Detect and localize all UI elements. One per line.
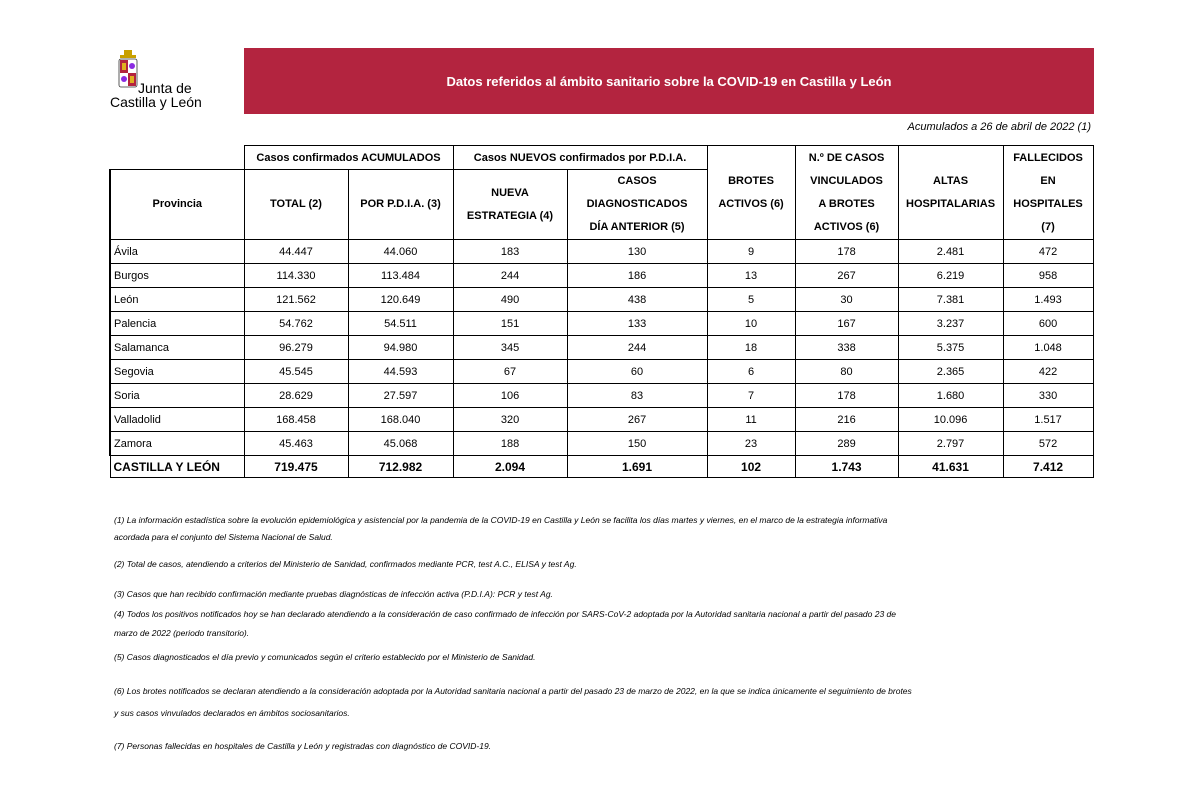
footnote: marzo de 2022 (periodo transitorio). xyxy=(114,628,250,638)
table-cell: 113.484 xyxy=(348,264,453,288)
table-cell: 54.762 xyxy=(244,312,348,336)
table-cell: 178 xyxy=(795,240,898,264)
province-name: Salamanca xyxy=(110,336,244,360)
col-pdia: POR P.D.I.A. (3) xyxy=(348,170,453,240)
total-cell: 102 xyxy=(707,456,795,478)
table-cell: 9 xyxy=(707,240,795,264)
table-cell: 6 xyxy=(707,360,795,384)
table-cell: 1.048 xyxy=(1003,336,1093,360)
footnote: (6) Los brotes notificados se declaran atendiendo a la consideración adoptada por la Autoridad sanitaria nacional a partir del pasado 23 de marzo de 2022, en la que se indica únicamente el seguimiento de brotes xyxy=(114,686,912,696)
total-cell: 2.094 xyxy=(453,456,567,478)
table-cell: 600 xyxy=(1003,312,1093,336)
total-cell: 712.982 xyxy=(348,456,453,478)
covid-data-table xyxy=(109,145,1094,478)
total-cell: 7.412 xyxy=(1003,456,1093,478)
total-label: CASTILLA Y LEÓN xyxy=(110,456,244,478)
table-cell: 45.463 xyxy=(244,432,348,456)
table-cell: 1.680 xyxy=(898,384,1003,408)
table-cell: 244 xyxy=(567,336,707,360)
table-cell: 45.068 xyxy=(348,432,453,456)
table-cell: 5 xyxy=(707,288,795,312)
table-cell: 54.511 xyxy=(348,312,453,336)
table-cell: 338 xyxy=(795,336,898,360)
table-cell: 958 xyxy=(1003,264,1093,288)
table-cell: 1.517 xyxy=(1003,408,1093,432)
junta-logo xyxy=(110,50,235,112)
table-cell: 60 xyxy=(567,360,707,384)
logo-text-line2: Castilla y León xyxy=(110,94,202,110)
table-cell: 18 xyxy=(707,336,795,360)
province-name: Zamora xyxy=(110,432,244,456)
province-name: Burgos xyxy=(110,264,244,288)
table-cell: 186 xyxy=(567,264,707,288)
table-cell: 7.381 xyxy=(898,288,1003,312)
footnote: (3) Casos que han recibido confirmación mediante pruebas diagnósticas de infección activa (P.D.I.A): PCR y test Ag. xyxy=(114,589,553,599)
table-cell: 330 xyxy=(1003,384,1093,408)
table-cell: 94.980 xyxy=(348,336,453,360)
table-cell: 320 xyxy=(453,408,567,432)
table-cell: 130 xyxy=(567,240,707,264)
col-brotes: BROTES ACTIVOS (6) xyxy=(707,146,795,240)
table-cell: 572 xyxy=(1003,432,1093,456)
total-cell: 1.691 xyxy=(567,456,707,478)
table-cell: 120.649 xyxy=(348,288,453,312)
table-row xyxy=(110,240,1093,264)
table-cell: 67 xyxy=(453,360,567,384)
table-cell: 1.493 xyxy=(1003,288,1093,312)
table-cell: 44.060 xyxy=(348,240,453,264)
group-header-nuevos: Casos NUEVOS confirmados por P.D.I.A. xyxy=(453,146,707,170)
table-cell: 7 xyxy=(707,384,795,408)
table-cell: 23 xyxy=(707,432,795,456)
table-cell: 244 xyxy=(453,264,567,288)
table-cell: 2.481 xyxy=(898,240,1003,264)
table-cell: 27.597 xyxy=(348,384,453,408)
table-cell: 2.797 xyxy=(898,432,1003,456)
table-cell: 183 xyxy=(453,240,567,264)
table-cell: 10 xyxy=(707,312,795,336)
footnote: (7) Personas fallecidas en hospitales de Castilla y León y registradas con diagnóstico de COVID-19. xyxy=(114,741,492,751)
col-altas: ALTAS HOSPITALARIAS xyxy=(898,146,1003,240)
table-cell: 96.279 xyxy=(244,336,348,360)
coat-of-arms-icon xyxy=(118,50,138,96)
province-name: Palencia xyxy=(110,312,244,336)
col-fallecidos: FALLECIDOS EN HOSPITALES (7) xyxy=(1003,146,1093,240)
table-cell: 216 xyxy=(795,408,898,432)
table-cell: 30 xyxy=(795,288,898,312)
table-cell: 490 xyxy=(453,288,567,312)
footnote: y sus casos vinvulados declarados en ámbitos sociosanitarios. xyxy=(114,708,350,718)
table-cell: 11 xyxy=(707,408,795,432)
table-row xyxy=(110,336,1093,360)
table-cell: 2.365 xyxy=(898,360,1003,384)
table-cell: 188 xyxy=(453,432,567,456)
table-row xyxy=(110,264,1093,288)
table-cell: 6.219 xyxy=(898,264,1003,288)
table-cell: 121.562 xyxy=(244,288,348,312)
table-cell: 28.629 xyxy=(244,384,348,408)
table-row xyxy=(110,360,1093,384)
col-provincia: Provincia xyxy=(110,170,244,240)
logo-text-line1: Junta de xyxy=(138,80,192,96)
table-cell: 289 xyxy=(795,432,898,456)
col-total: TOTAL (2) xyxy=(244,170,348,240)
col-vinculados: N.º DE CASOS VINCULADOS A BROTES ACTIVOS (6) xyxy=(795,146,898,240)
total-cell: 41.631 xyxy=(898,456,1003,478)
table-row xyxy=(110,312,1093,336)
table-cell: 168.040 xyxy=(348,408,453,432)
table-cell: 83 xyxy=(567,384,707,408)
table-cell: 106 xyxy=(453,384,567,408)
table-cell: 44.593 xyxy=(348,360,453,384)
footnote: acordada para el conjunto del Sistema Nacional de Salud. xyxy=(114,532,333,542)
province-name: Valladolid xyxy=(110,408,244,432)
table-cell: 133 xyxy=(567,312,707,336)
table-cell: 3.237 xyxy=(898,312,1003,336)
table-cell: 5.375 xyxy=(898,336,1003,360)
table-cell: 80 xyxy=(795,360,898,384)
total-cell: 719.475 xyxy=(244,456,348,478)
table-cell: 44.447 xyxy=(244,240,348,264)
table-cell: 45.545 xyxy=(244,360,348,384)
banner-title: Datos referidos al ámbito sanitario sobre la COVID-19 en Castilla y León xyxy=(446,73,892,89)
table-cell: 345 xyxy=(453,336,567,360)
table-cell: 114.330 xyxy=(244,264,348,288)
total-cell: 1.743 xyxy=(795,456,898,478)
table-cell: 438 xyxy=(567,288,707,312)
accumulated-date-note: Acumulados a 26 de abril de 2022 (1) xyxy=(907,121,1091,133)
table-row xyxy=(110,384,1093,408)
table-cell: 151 xyxy=(453,312,567,336)
total-row xyxy=(110,456,1093,478)
footnote: (1) La información estadística sobre la evolución epidemiológica y asistencial por la pandemia de la COVID-19 en Castilla y León se facilita los días martes y viernes, en el marco de la estrategia informativa xyxy=(114,515,888,525)
table-cell: 472 xyxy=(1003,240,1093,264)
table-cell: 267 xyxy=(795,264,898,288)
table-row xyxy=(110,432,1093,456)
col-casos-diagnosticados: CASOS DIAGNOSTICADOS DÍA ANTERIOR (5) xyxy=(567,170,707,240)
footnote: (5) Casos diagnosticados el día previo y comunicados según el criterio establecido por el Ministerio de Sanidad. xyxy=(114,652,536,662)
province-name: León xyxy=(110,288,244,312)
table-cell: 267 xyxy=(567,408,707,432)
table-cell: 13 xyxy=(707,264,795,288)
province-name: Ávila xyxy=(110,240,244,264)
table-cell: 178 xyxy=(795,384,898,408)
province-name: Soria xyxy=(110,384,244,408)
table-row xyxy=(110,288,1093,312)
footnote: (4) Todos los positivos notificados hoy se han declarado atendiendo a la consideración de caso confirmado de infección por SARS-CoV-2 adoptada por la Autoridad sanitaria nacional a partir del pasado 23 de xyxy=(114,609,897,619)
table-body xyxy=(110,240,1093,456)
footnote: (2) Total de casos, atendiendo a criterios del Ministerio de Sanidad, confirmados mediante PCR, test A.C., ELISA y test Ag. xyxy=(114,559,577,569)
table-cell: 10.096 xyxy=(898,408,1003,432)
table-cell: 422 xyxy=(1003,360,1093,384)
province-name: Segovia xyxy=(110,360,244,384)
table-row xyxy=(110,408,1093,432)
table-cell: 168.458 xyxy=(244,408,348,432)
table-cell: 167 xyxy=(795,312,898,336)
group-header-acumulados: Casos confirmados ACUMULADOS xyxy=(244,146,453,170)
title-banner xyxy=(244,48,1094,114)
col-nueva-estrategia: NUEVA ESTRATEGIA (4) xyxy=(453,170,567,240)
table-cell: 150 xyxy=(567,432,707,456)
